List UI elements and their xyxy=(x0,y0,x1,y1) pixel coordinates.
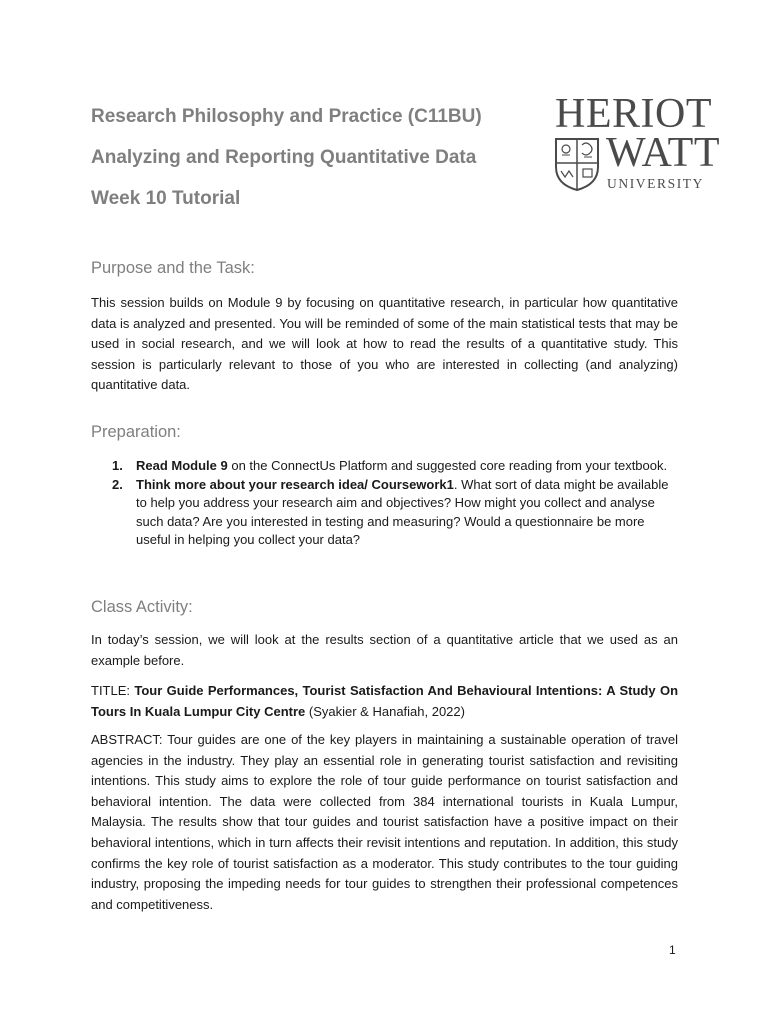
class-activity-heading: Class Activity: xyxy=(91,598,193,616)
article-title-label: TITLE: xyxy=(91,683,135,698)
article-title: Tour Guide Performances, Tourist Satisfaction And Behavioural Intentions: A Study On Tours In Kuala Lumpur City Centre xyxy=(91,683,679,719)
preparation-item-1 xyxy=(112,457,678,476)
purpose-paragraph: This session builds on Module 9 by focusing on quantitative research, in particular how quantitative data is analyzed and presented. You will be reminded of some of the main statistical tests that may be used in social research, and we will look at how to read the results of a quantitative study. This session is particularly relevant to those of you who are interested in collecting (and analyzing) quantitative data. xyxy=(91,295,678,393)
logo-wordmark-heriot: HERIOT xyxy=(555,91,712,137)
document-title-block xyxy=(91,96,531,219)
list-number: 2. xyxy=(112,476,123,492)
preparation-item-text: . What sort of data might be available to help you address your research aim and objectives? How might you collect and analyse such data? Are you interested in testing and measuring? Would a questionnaire be more useful in helping you collect your data? xyxy=(136,476,669,548)
page-number: 1 xyxy=(669,943,676,957)
preparation-heading: Preparation: xyxy=(91,423,181,441)
preparation-item-2 xyxy=(112,476,678,550)
list-number: 1. xyxy=(112,458,123,473)
article-title-paragraph xyxy=(91,681,678,722)
article-citation: (Syakier & Hanafiah, 2022) xyxy=(305,703,465,719)
preparation-item-bold: Read Module 9 xyxy=(136,458,228,473)
preparation-item-text: on the ConnectUs Platform and suggested core reading from your textbook. xyxy=(227,458,668,473)
abstract-paragraph: ABSTRACT: Tour guides are one of the key players in maintaining a sustainable operation of travel agencies in the industry. They play an essential role in generating tourist satisfaction and revisiting intentions. This study aims to explore the role of tour guide performance on tourist satisfaction and behavioral intention. The data were collected from 384 international tourists in Kuala Lumpur, Malaysia. The results show that tour guides and tourist satisfaction have a positive impact on their behavioral intentions, which in turn affects their revisit intentions and reputation. In addition, this study confirms the key role of tourist satisfaction as a moderator. This study contributes to the tour guiding industry, proposing the impeding needs for tour guides to strengthen their professional competences and competitiveness. xyxy=(91,732,678,912)
purpose-heading: Purpose and the Task: xyxy=(91,259,255,277)
crest-icon xyxy=(554,137,600,191)
logo-wordmark-university: UNIVERSITY xyxy=(607,176,704,191)
week-title: Week 10 Tutorial xyxy=(91,188,241,209)
preparation-list xyxy=(112,457,678,550)
heriot-watt-logo xyxy=(552,91,720,194)
topic-title: Analyzing and Reporting Quantitative Data xyxy=(91,147,477,168)
course-title: Research Philosophy and Practice (C11BU) xyxy=(91,106,482,127)
preparation-item-bold: Think more about your research idea/ Coursework1 xyxy=(136,476,454,492)
class-activity-intro: In today’s session, we will look at the results section of a quantitative article that we used as an example before. xyxy=(91,632,678,668)
logo-wordmark-watt: WATT xyxy=(606,130,720,176)
